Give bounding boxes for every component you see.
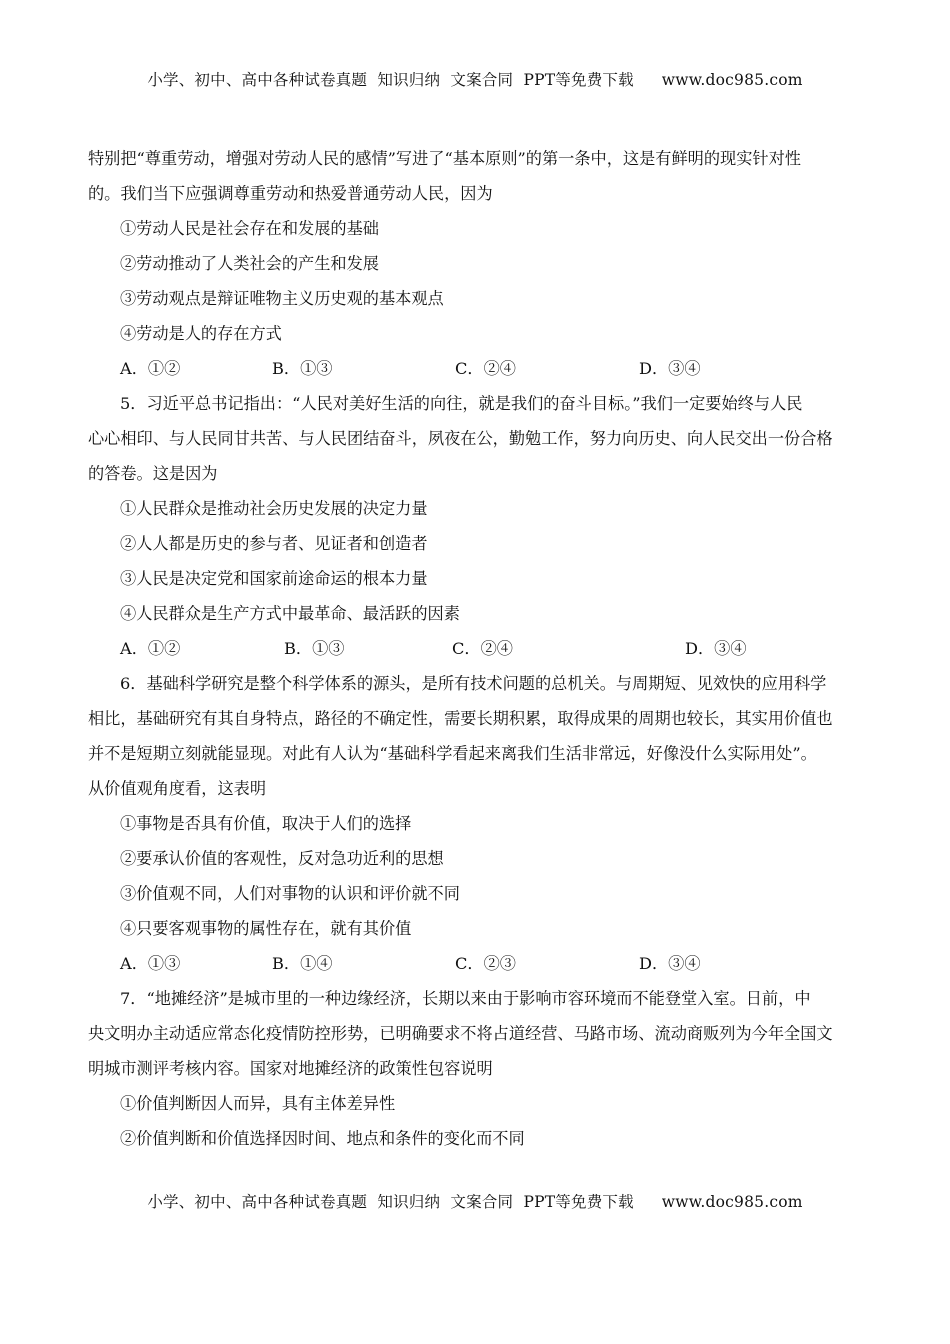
- q4-option-b: B．①③: [272, 359, 333, 378]
- q6-item: ①事物是否具有价值，取决于人们的选择: [120, 814, 412, 833]
- q6-options: [88, 946, 864, 981]
- q5-stem-line: 5．习近平总书记指出：“人民对美好生活的向往，就是我们的奋斗目标。”我们一定要始终与人民: [120, 394, 803, 413]
- question-content: [88, 141, 864, 1156]
- q4-item: ④劳动是人的存在方式: [120, 324, 282, 343]
- page-header: [0, 68, 950, 90]
- q5-option-a: A．①②: [120, 639, 181, 658]
- q5-option-b: B．①③: [284, 639, 345, 658]
- q6-stem-line: 从价值观角度看，这表明: [88, 779, 267, 798]
- q6-stem-line: 6．基础科学研究是整个科学体系的源头，是所有技术问题的总机关。与周期短、见效快的应用科学: [120, 674, 827, 693]
- q6-option-d: D．③④: [639, 954, 701, 973]
- q5-item: ③人民是决定党和国家前途命运的根本力量: [120, 569, 428, 588]
- q5-option-c: C．②④: [452, 639, 513, 658]
- q7-stem-line: 央文明办主动适应常态化疫情防控形势，已明确要求不将占道经营、马路市场、流动商贩列为今年全国文: [88, 1024, 833, 1043]
- q5-item: ②人人都是历史的参与者、见证者和创造者: [120, 534, 428, 553]
- question-4-continued: [88, 141, 864, 386]
- footer-text: 小学、初中、高中各种试卷真题 知识归纳 文案合同 PPT等免费下载: [147, 1193, 634, 1211]
- q4-options: [88, 351, 864, 386]
- q4-option-a: A．①②: [120, 359, 181, 378]
- header-site: www.doc985.com: [661, 71, 803, 89]
- q4-item: ①劳动人民是社会存在和发展的基础: [120, 219, 379, 238]
- question-7: [88, 981, 864, 1156]
- q4-option-d: D．③④: [639, 359, 701, 378]
- q5-stem-line: 的答卷。这是因为: [88, 464, 218, 483]
- q6-item: ③价值观不同，人们对事物的认识和评价就不同: [120, 884, 460, 903]
- q6-option-a: A．①③: [120, 954, 181, 973]
- q7-item: ①价值判断因人而异，具有主体差异性: [120, 1094, 396, 1113]
- question-5: [88, 386, 864, 666]
- q5-item: ①人民群众是推动社会历史发展的决定力量: [120, 499, 428, 518]
- q7-stem-line: 明城市测评考核内容。国家对地摊经济的政策性包容说明: [88, 1059, 493, 1078]
- page-footer: [0, 1190, 950, 1212]
- q5-item: ④人民群众是生产方式中最革命、最活跃的因素: [120, 604, 460, 623]
- q6-item: ②要承认价值的客观性，反对急功近利的思想: [120, 849, 444, 868]
- q4-option-c: C．②④: [455, 359, 516, 378]
- question-6: [88, 666, 864, 981]
- header-text: 小学、初中、高中各种试卷真题 知识归纳 文案合同 PPT等免费下载: [147, 71, 634, 89]
- q5-stem-line: 心心相印、与人民同甘共苦、与人民团结奋斗，夙夜在公，勤勉工作，努力向历史、向人民交出一份合格: [88, 429, 833, 448]
- q6-stem-line: 相比，基础研究有其自身特点，路径的不确定性，需要长期积累，取得成果的周期也较长，其实用价值也: [88, 709, 833, 728]
- q5-options: [88, 631, 864, 666]
- q4-stem-line: 的。我们当下应强调尊重劳动和热爱普通劳动人民，因为: [88, 184, 493, 203]
- footer-site: www.doc985.com: [661, 1193, 803, 1211]
- q6-option-c: C．②③: [455, 954, 516, 973]
- q4-item: ②劳动推动了人类社会的产生和发展: [120, 254, 379, 273]
- q6-option-b: B．①④: [272, 954, 333, 973]
- q4-stem-line: 特别把“尊重劳动，增强对劳动人民的感情”写进了“基本原则”的第一条中，这是有鲜明的现实针对性: [88, 149, 801, 168]
- q5-option-d: D．③④: [685, 639, 747, 658]
- q6-stem-line: 并不是短期立刻就能显现。对此有人认为“基础科学看起来离我们生活非常远，好像没什么实际用处”。: [88, 744, 817, 763]
- q6-item: ④只要客观事物的属性存在，就有其价值: [120, 919, 412, 938]
- q7-item: ②价值判断和价值选择因时间、地点和条件的变化而不同: [120, 1129, 525, 1148]
- q7-stem-line: 7．“地摊经济”是城市里的一种边缘经济，长期以来由于影响市容环境而不能登堂入室。日前，中: [120, 989, 811, 1008]
- q4-item: ③劳动观点是辩证唯物主义历史观的基本观点: [120, 289, 444, 308]
